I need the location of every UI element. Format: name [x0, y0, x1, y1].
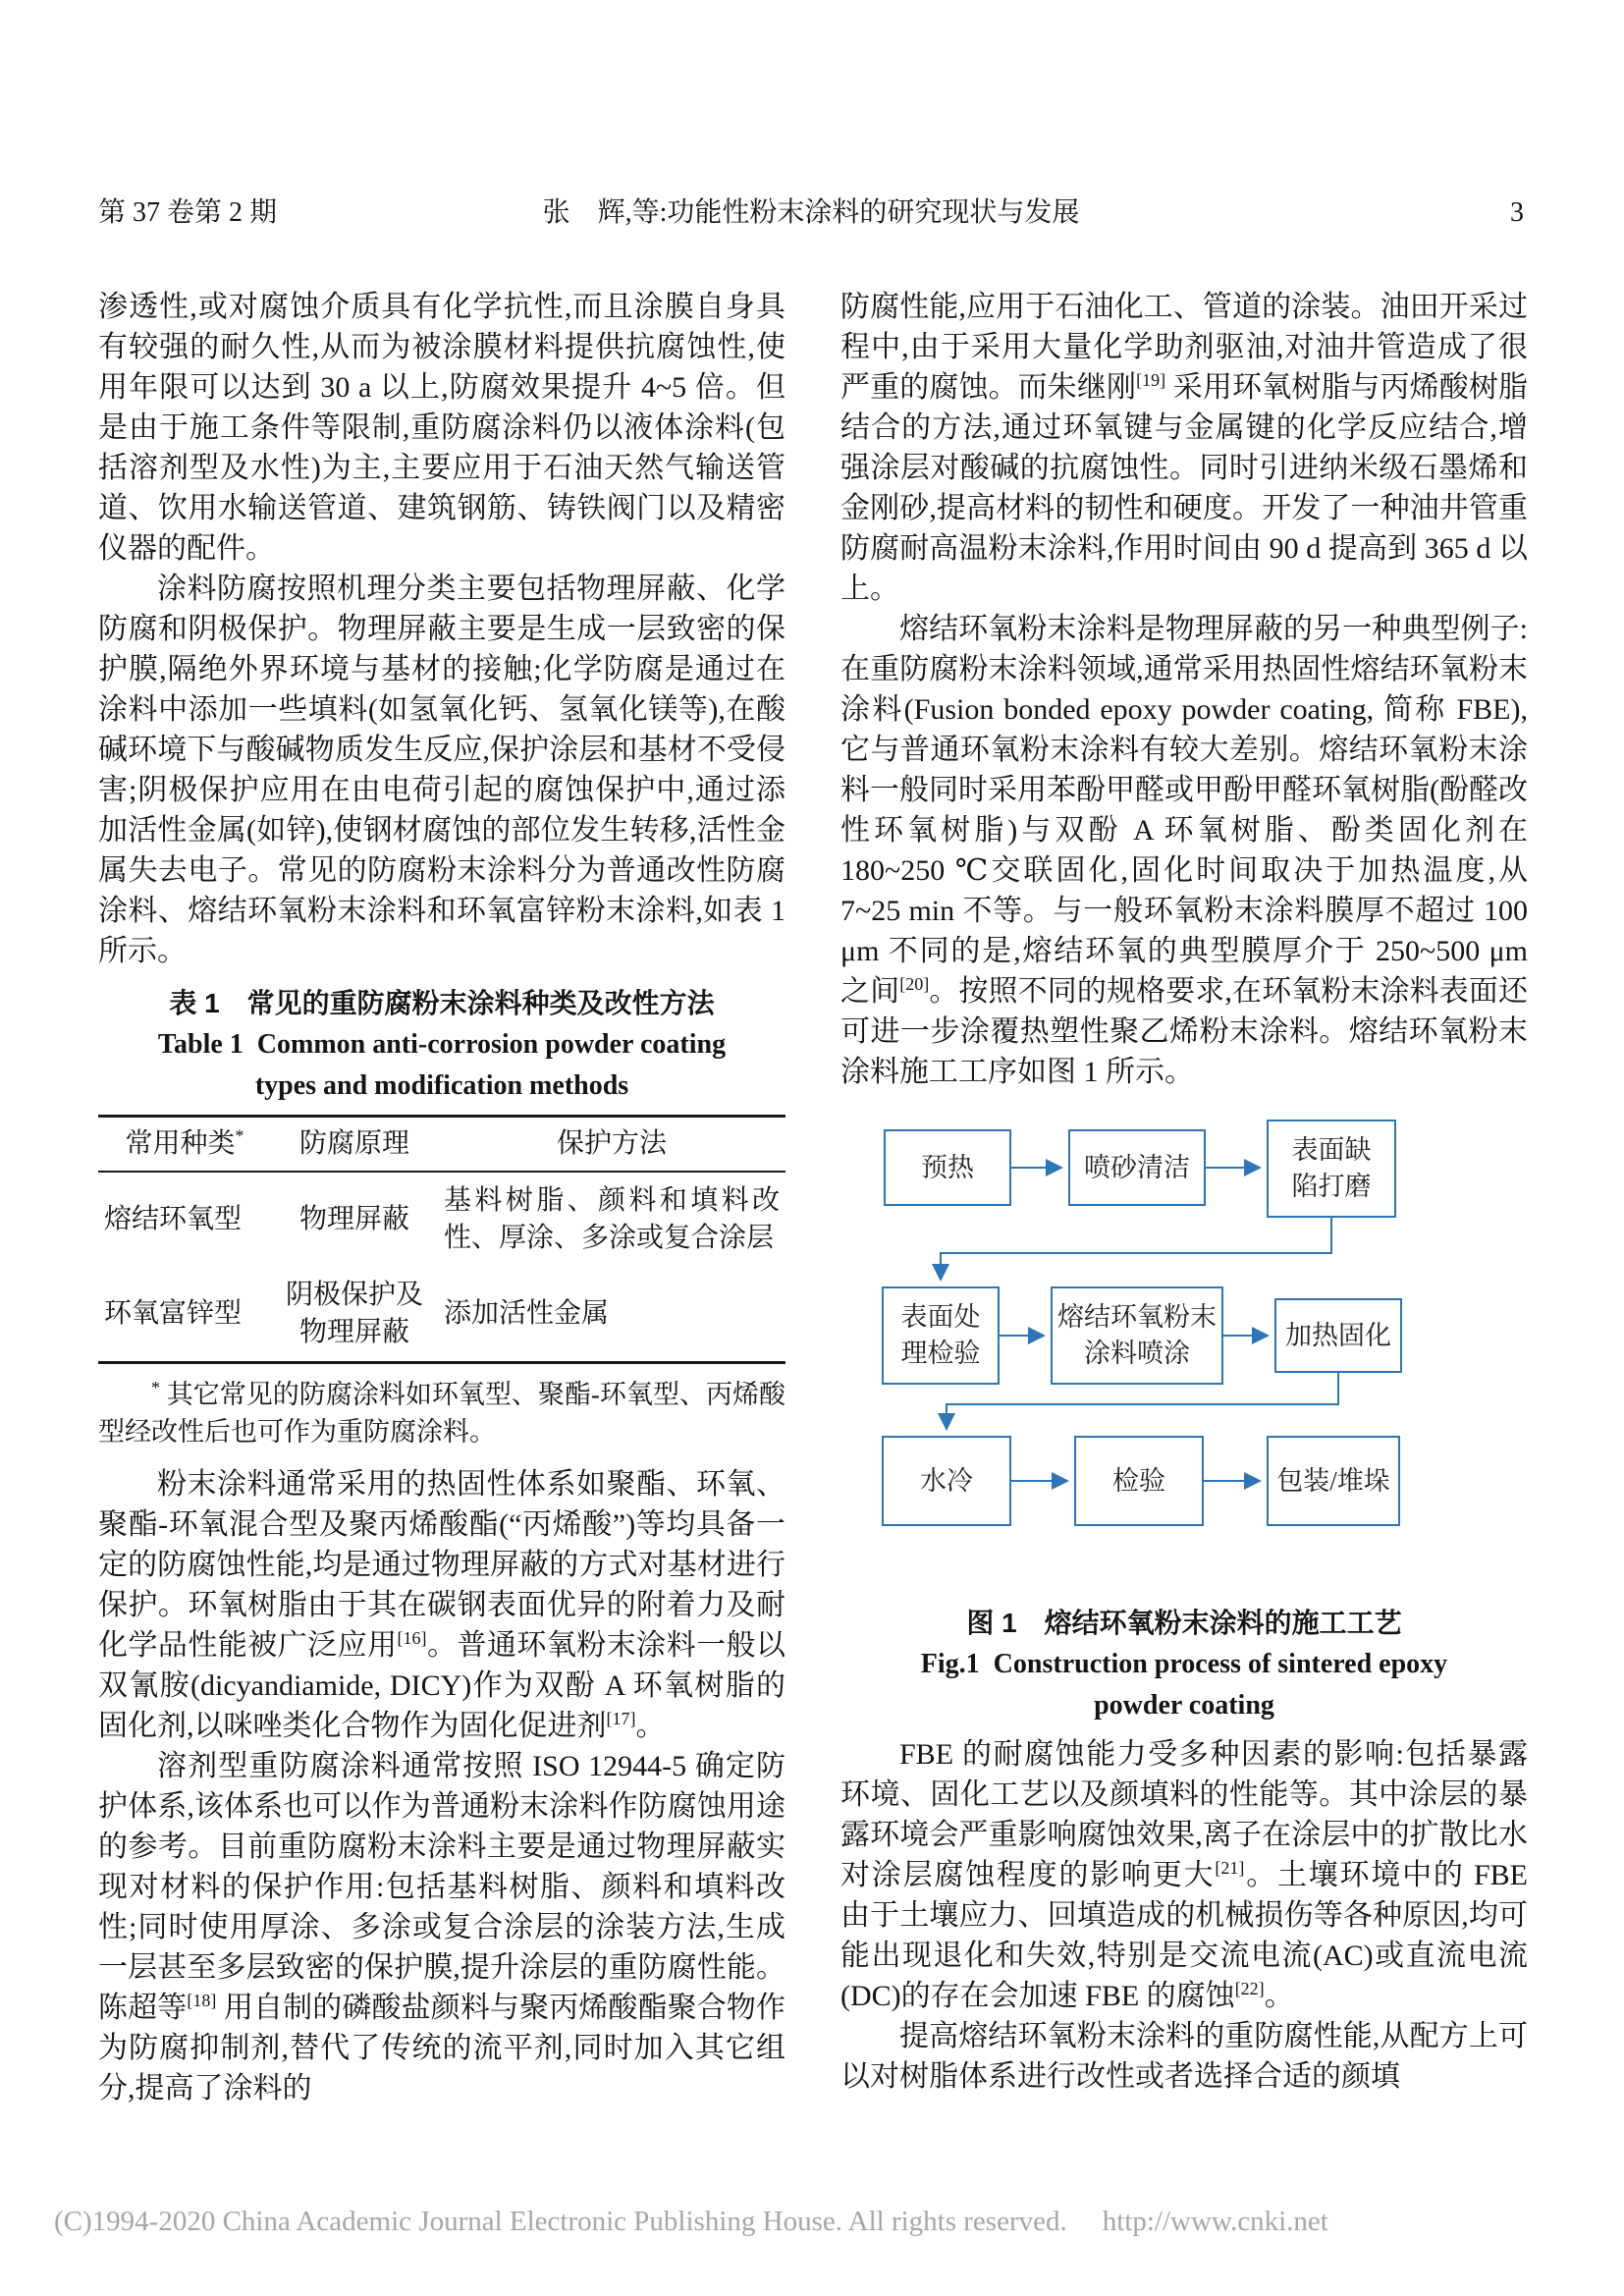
- text-run: 。: [635, 1710, 666, 1742]
- flow-step-surface-inspection: [882, 1286, 1000, 1385]
- figure-1-block: [840, 1112, 1528, 1726]
- right-column: [840, 287, 1528, 2108]
- text-run: 采用环氧树脂与丙烯酸树脂结合的方法,通过环氧键与金属键的化学反应结合,增强涂层对酸碱的抗腐蚀性。同时引进纳米级石墨烯和金刚砂,提高材料的韧性和硬度。开发了一种油井管重防腐耐高温粉末涂料,作用时间由 90 d 提高到 365 d 以上。: [840, 371, 1529, 605]
- table-caption-zh: 表 1 常见的重防腐粉末涂料种类及改性方法: [169, 988, 715, 1018]
- cell-type: 环氧富锌型: [104, 1298, 243, 1329]
- cell-principle: 阴极保护及物理屏蔽: [285, 1280, 423, 1347]
- journal-issue: 第 37 卷第 2 期: [98, 197, 278, 228]
- flow-step-pack-stack: [1267, 1436, 1400, 1526]
- text-run: 粉末涂料通常采用的热固性体系如聚酯、环氧、聚酯-环氧混合型及聚丙烯酸酯(“丙烯酸”)等均具备一定的防腐蚀性能,均是通过物理屏蔽的方式对基材进行保护。环氧树脂由于其在碳钢表面优异的附着力及耐化学品性能被广泛应用: [98, 1468, 785, 1662]
- text-run: 熔结环氧粉末: [1057, 1302, 1217, 1332]
- page-number: 3: [1510, 197, 1524, 228]
- table-row: [98, 1267, 785, 1363]
- flow-step-water-cool: [882, 1436, 1011, 1526]
- paragraph: [840, 1734, 1528, 2016]
- paragraph: [840, 609, 1528, 1092]
- col-header-method: 保护方法: [438, 1117, 785, 1173]
- text-run: 涂料防腐按照机理分类主要包括物理屏蔽、化学防腐和阴极保护。物理屏蔽主要是生成一层致密的保护膜,隔绝外界环境与基材的接触;化学防腐是通过在涂料中添加一些填料(如氢氧化钙、氢氧化镁等),在酸碱环境下与酸碱物质发生反应,保护涂层和基材不受侵害;阴极保护应用在由电荷引起的腐蚀保护中,通过添加活性金属(如锌),使钢材腐蚀的部位发生转移,活性金属失去电子。常见的防腐粉末涂料分为普通改性防腐涂料、熔结环氧粉末涂料和环氧富锌粉末涂料,如表 1 所示。: [98, 573, 785, 967]
- footer-text: (C)1994-2020 China Academic Journal Electronic Publishing House. All rights reserved.: [54, 2206, 1067, 2237]
- text-run: 包装/堆垛: [1276, 1465, 1390, 1496]
- paragraph: [840, 2016, 1528, 2097]
- text-run: 喷砂清洁: [1084, 1152, 1190, 1182]
- text-run: 预热: [921, 1152, 974, 1182]
- running-header: [98, 191, 1532, 230]
- asterisk-mark: *: [151, 1378, 160, 1397]
- cell-method: 基料树脂、颜料和填料改性、厚涂、多涂或复合涂层: [444, 1185, 780, 1253]
- flow-step-fbe-spray: [1051, 1286, 1223, 1385]
- col-header-principle: 防腐原理: [271, 1117, 438, 1173]
- text-run: 加热固化: [1285, 1320, 1391, 1350]
- citation-ref: [22]: [1234, 1979, 1265, 1998]
- flow-step-surface-defect-grind: [1267, 1120, 1396, 1218]
- paragraph: [98, 1746, 785, 2108]
- text-run: 涂料喷涂: [1084, 1339, 1190, 1368]
- anti-corrosion-table: [98, 1115, 785, 1364]
- text-run: 理检验: [900, 1339, 981, 1368]
- text-run: 用自制的磷酸盐颜料与聚丙烯酸酯聚合物作为防腐抑制剂,替代了传统的流平剂,同时加入其它组分,提高了涂料的: [98, 1992, 786, 2105]
- text-run: 表面处: [900, 1302, 981, 1332]
- asterisk-mark: *: [235, 1125, 244, 1146]
- citation-ref: [20]: [899, 974, 930, 994]
- text-run: 。土壤环境中的 FBE 由于土壤应力、回填造成的机械损伤等各种原因,均可能出现退化和失效,特别是交流电流(AC)或直流电流(DC)的存在会加速 FBE 的腐蚀: [840, 1859, 1528, 2012]
- table-header-row: [98, 1117, 785, 1173]
- cell-method: 添加活性金属: [444, 1298, 610, 1329]
- cell-principle: 物理屏蔽: [298, 1204, 409, 1234]
- text-run: 水冷: [920, 1465, 973, 1496]
- table-caption-en-line1: Table 1 Common anti-corrosion powder coating: [157, 1029, 727, 1060]
- table-caption-en-line2: types and modification methods: [254, 1070, 629, 1101]
- text-run: 。按照不同的规格要求,在环氧粉末涂料表面还可进一步涂覆热塑性聚乙烯粉末涂料。熔结环氧粉末涂料施工工序如图 1 所示。: [840, 975, 1529, 1088]
- paragraph: [98, 1464, 785, 1746]
- text-run: 。普通环氧粉末涂料一般以双氰胺(dicyandiamide, DICY)作为双酚 A 环氧树脂的固化剂,以咪唑类化合物作为固化促进剂: [98, 1629, 786, 1742]
- table-footnote: [98, 1376, 785, 1450]
- running-title: 张 辉,等:功能性粉末涂料的研究现状与发展: [542, 197, 1080, 228]
- flow-step-inspect: [1074, 1436, 1204, 1526]
- paragraph: [98, 287, 785, 569]
- text-run: 检验: [1112, 1465, 1165, 1496]
- text-run: 其它常见的防腐涂料如环氧型、聚酯-环氧型、丙烯酸型经改性后也可作为重防腐涂料。: [98, 1380, 785, 1447]
- cell-type: 熔结环氧型: [104, 1204, 243, 1234]
- copyright-footer: [54, 2206, 1586, 2238]
- text-run: 。: [1264, 1980, 1294, 2012]
- figure-caption-en-line1: Fig.1 Construction process of sintered epoxy: [920, 1649, 1448, 1679]
- citation-ref: [16]: [397, 1628, 427, 1648]
- table-row: [98, 1172, 785, 1267]
- citation-ref: [18]: [187, 1991, 217, 2010]
- text-run: 渗透性,或对腐蚀介质具有化学抗性,而且涂膜自身具有较强的耐久性,从而为被涂膜材料提供抗腐蚀性,使用年限可以达到 30 a 以上,防腐效果提升 4~5 倍。但是由于施工条件等限制,重防腐涂料仍以液体涂料(包括溶剂型及水性)为主,主要应用于石油天然气输送管道、饮用水输送管道、建筑钢筋、铸铁阀门以及精密仪器的配件。: [98, 291, 785, 565]
- text-run: 陷打磨: [1291, 1172, 1372, 1201]
- figure-caption: [840, 1603, 1528, 1726]
- text-run: 提高熔结环氧粉末涂料的重防腐性能,从配方上可以对树脂体系进行改性或者选择合适的颜填: [840, 2020, 1528, 2093]
- text-run: FBE 的耐腐蚀能力受多种因素的影响:包括暴露环境、固化工艺以及颜填料的性能等。其中涂层的暴露环境会严重影响腐蚀效果,离子在涂层中的扩散比水对涂层腐蚀程度的影响更大: [840, 1738, 1528, 1891]
- citation-ref: [21]: [1215, 1858, 1245, 1878]
- flow-step-sandblast-clean: [1068, 1129, 1206, 1206]
- paragraph: [840, 287, 1528, 609]
- figure-caption-en-line2: powder coating: [1094, 1690, 1274, 1721]
- table-1-block: [98, 983, 785, 1450]
- text-run: 表面缺: [1291, 1135, 1372, 1165]
- citation-ref: [17]: [606, 1709, 636, 1728]
- left-column: [98, 287, 785, 2108]
- figure-caption-zh: 图 1 熔结环氧粉末涂料的施工工艺: [966, 1608, 1402, 1638]
- flowchart: [854, 1112, 1542, 1577]
- paragraph: [98, 569, 785, 971]
- flow-step-heat-cure: [1274, 1298, 1402, 1373]
- flow-elbow-arrow: [941, 1218, 1331, 1279]
- text-run: 熔结环氧粉末涂料是物理屏蔽的另一种典型例子:在重防腐粉末涂料领域,通常采用热固性熔结环氧粉末涂料(Fusion bonded epoxy powder coating, 简称 FBE),它与普通环氧粉末涂料有较大差别。熔结环氧粉末涂料一般同时采用苯酚甲醛或甲酚甲醛环氧树脂(酚醛改性环氧树脂)与双酚 A 环氧树脂、酚类固化剂在 180~250 ℃交联固化,固化时间取决于加热温度,从 7~25 min 不等。与一般环氧粉末涂料膜厚不超过 100 μm 不同的是,熔结环氧的典型膜厚介于 250~500 μm 之间: [840, 613, 1528, 1008]
- col-header-type: [98, 1117, 271, 1173]
- flow-step-preheat: [884, 1129, 1011, 1206]
- text-run: 常用种类: [125, 1128, 236, 1159]
- text-run: 溶剂型重防腐涂料通常按照 ISO 12944-5 确定防护体系,该体系也可以作为普通粉末涂料作防腐蚀用途的参考。目前重防腐粉末涂料主要是通过物理屏蔽实现对材料的保护作用:包括基料树脂、颜料和填料改性;同时使用厚涂、多涂或复合涂层的涂装方法,生成一层甚至多层致密的保护膜,提升涂层的重防腐性能。陈超等: [98, 1750, 785, 2024]
- text-run: 防腐性能,应用于石油化工、管道的涂装。油田开采过程中,由于采用大量化学助剂驱油,对油井管造成了很严重的腐蚀。而朱继刚: [840, 291, 1528, 404]
- citation-ref: [19]: [1136, 370, 1166, 390]
- footer-url: http://www.cnki.net: [1102, 2206, 1328, 2237]
- two-column-body: [98, 287, 1528, 2108]
